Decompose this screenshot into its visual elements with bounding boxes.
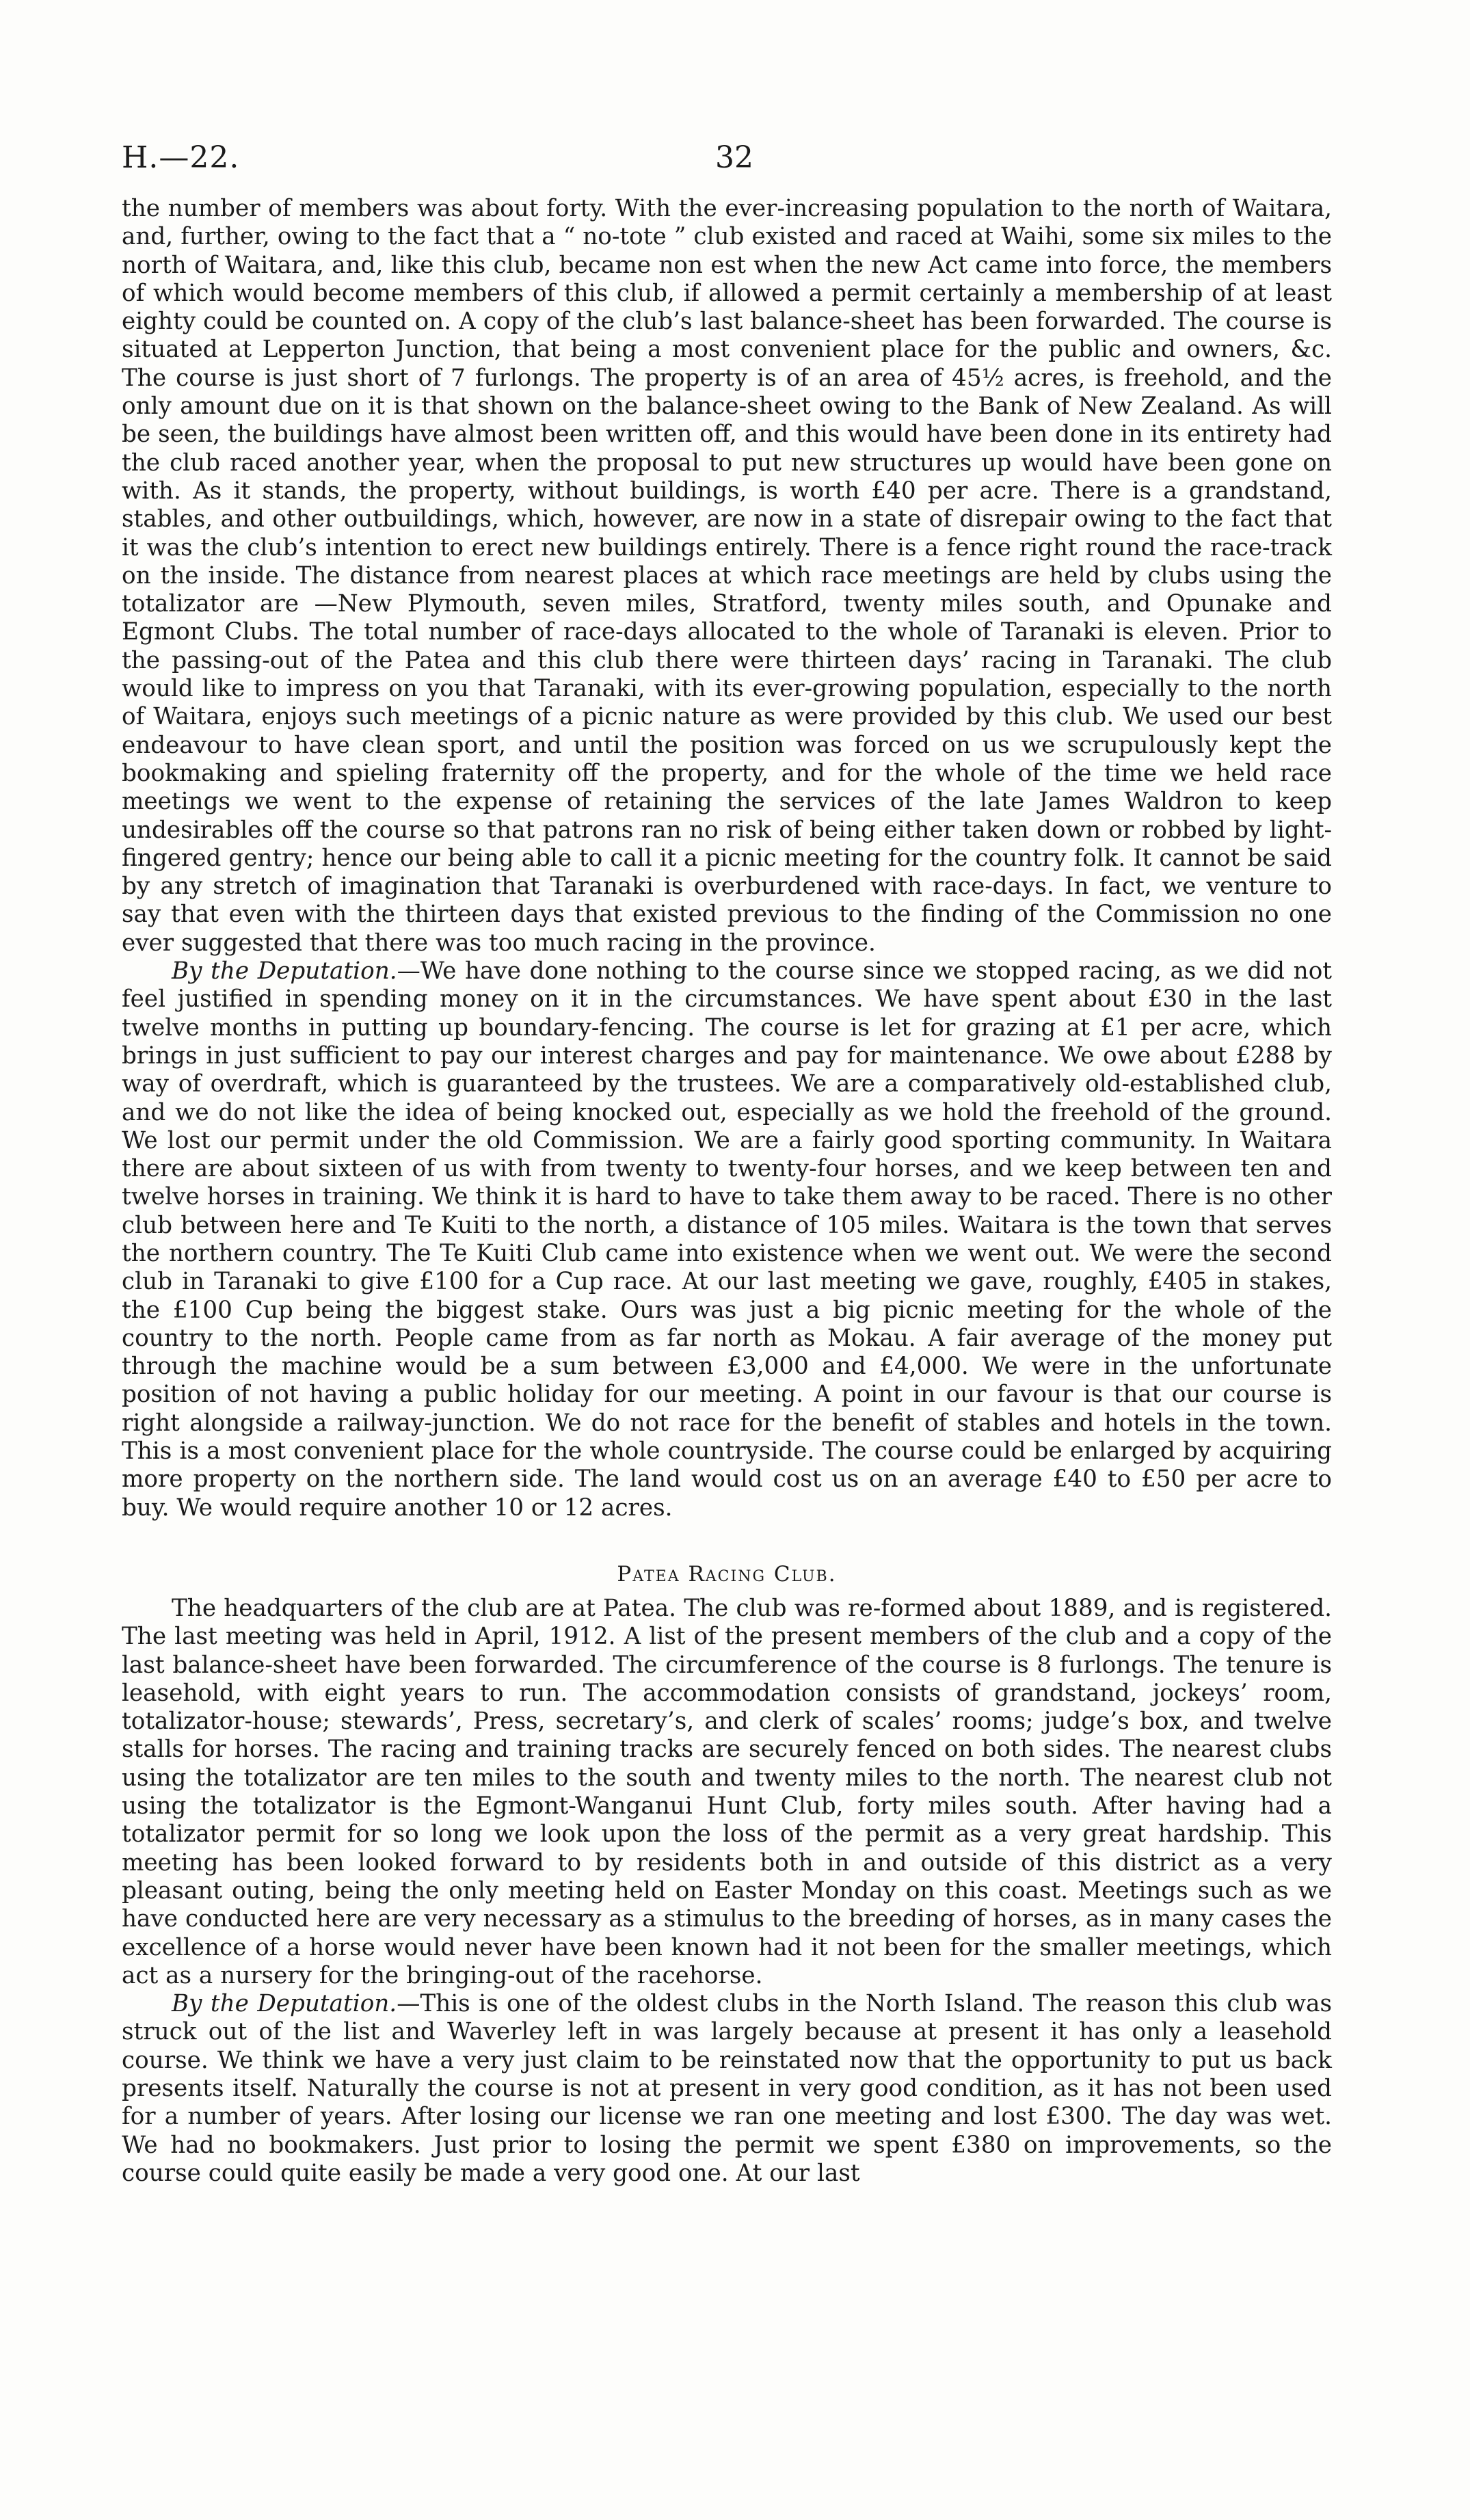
paragraph-patea-statement: The headquarters of the club are at Patea. The club was re-formed about 1889, and is registered. The last meeting was held in April, 1912. A list of the present members of the club and a copy of the last balance-sheet have been forwarded. The circumference of the course is 8 furlongs. The tenure is leasehold, with eight years to run. The accommodation consists of grandstand, jockeys’ room, totalizator-house; stewards’, Press, secretary’s, and clerk of scales’ rooms; judge’s box, and twelve stalls for horses. The racing and training tracks are securely fenced on both sides. The nearest clubs using the totalizator are ten miles to the south and twenty miles to the north. The nearest club not using the totalizator is the Egmont-Wanganui Hunt Club, forty miles south. After having had a totalizator permit for so long we look upon the loss of the permit as a very great hardship. This meeting has been looked forward to by residents both in and outside of this district as a very pleasant outing, being the only meeting held on Easter Monday on this coast. Meetings such as we have conducted here are very necessary as a stimulus to the breeding of horses, as in many cases the excellence of a horse would never have been known had it not been for the smaller meetings, which act as a nursery for the bringing-out of the racehorse. (122, 1594, 1332, 1989)
deputation-text: —We have done nothing to the course since we stopped racing, as we did not feel justified in spending money on it in the circumstances. We have spent about £30 in the last twelve months in putting up boundary-fencing. The course is let for grazing at £1 per acre, which brings in just sufficient to pay our interest charges and pay for maintenance. We owe about £288 by way of overdraft, which is guaranteed by the trustees. We are a comparatively old-established club, and we do not like the idea of being knocked out, especially as we hold the freehold of the ground. We lost our permit under the old Commission. We are a fairly good sporting community. In Waitara there are about sixteen of us with from twenty to twenty-four horses, and we keep between ten and twelve horses in training. We think it is hard to have to take them away to be raced. There is no other club between here and Te Kuiti to the north, a distance of 105 miles. Waitara is the town that serves the northern country. The Te Kuiti Club came into existence when we went out. We were the second club in Taranaki to give £100 for a Cup race. At our last meeting we gave, roughly, £405 in stakes, the £100 Cup being the biggest stake. Ours was just a big picnic meeting for the whole of the country to the north. People came from as far north as Mokau. A fair average of the money put through the machine would be a sum between £3,000 and £4,000. We were in the unfortunate position of not having a public holiday for our meeting. A point in our favour is that our course is right alongside a railway-junction. We do not race for the benefit of stables and hotels in the town. This is a most convenient place for the whole countryside. The course could be enlarged by acquiring more property on the northern side. The land would cost us on an average £40 to £50 per acre to buy. We would require another 10 or 12 acres. (122, 957, 1333, 1522)
paragraph-patea-deputation (122, 1990, 1332, 2188)
section-heading: Patea Racing Club. (617, 1561, 837, 1587)
paragraph-waitara-deputation (122, 957, 1332, 1522)
speaker-label: By the Deputation. (172, 1990, 397, 2018)
page-number: 32 (715, 140, 753, 175)
speaker-label: By the Deputation. (172, 957, 397, 985)
document-body (122, 195, 1332, 2188)
deputation-text: —This is one of the oldest clubs in the North Island. The reason this club was struck out of the list and Waverley left in was largely because at present it has only a leasehold course. We think we have a very just claim to be reinstated now that the opportunity to put us back presents itself. Naturally the course is not at present in very good condition, as it has not been used for a number of years. After losing our license we ran one meeting and lost £300. The day was wet. We had no bookmakers. Just prior to losing the permit we spent £380 on improvements, so the course could quite easily be made a very good one. At our last (122, 1990, 1332, 2187)
document-code: H.—22. (122, 140, 240, 175)
page-header (122, 140, 1348, 181)
paragraph-waitara-statement: the number of members was about forty. With the ever-increasing population to the north of Waitara, and, further, owing to the fact that a “ no-tote ” club existed and raced at Waihi, some six miles to the north of Waitara, and, like this club, became non est when the new Act came into force, the members of which would become members of this club, if allowed a permit certainly a membership of at least eighty could be counted on. A copy of the club’s last balance-sheet has been forwarded. The course is situated at Lepperton Junction, that being a most convenient place for the public and owners, &c. The course is just short of 7 furlongs. The property is of an area of 45½ acres, is freehold, and the only amount due on it is that shown on the balance-sheet owing to the Bank of New Zealand. As will be seen, the buildings have almost been written off, and this would have been done in its entirety had the club raced another year, when the proposal to put new structures up would have been gone on with. As it stands, the property, without buildings, is worth £40 per acre. There is a grandstand, stables, and other outbuildings, which, however, are now in a state of disrepair owing to the fact that it was the club’s intention to erect new buildings entirely. There is a fence right round the race-track on the inside. The distance from nearest places at which race meetings are held by clubs using the totalizator are —New Plymouth, seven miles, Stratford, twenty miles south, and Opunake and Egmont Clubs. The total number of race-days allocated to the whole of Taranaki is eleven. Prior to the passing-out of the Patea and this club there were thirteen days’ racing in Taranaki. The club would like to impress on you that Taranaki, with its ever-growing population, especially to the north of Waitara, enjoys such meetings of a picnic nature as were provided by this club. We used our best endeavour to have clean sport, and until the position was forced on us we scrupulously kept the bookmaking and spieling fraternity off the property, and for the whole of the time we held race meetings we went to the expense of retaining the services of the late James Waldron to keep undesirables off the course so that patrons ran no risk of being either taken down or robbed by light-fingered gentry; hence our being able to call it a picnic meeting for the country folk. It cannot be said by any stretch of imagination that Taranaki is overburdened with race-days. In fact, we venture to say that even with the thirteen days that existed previous to the finding of the Commission no one ever suggested that there was too much racing in the province. (122, 195, 1332, 957)
